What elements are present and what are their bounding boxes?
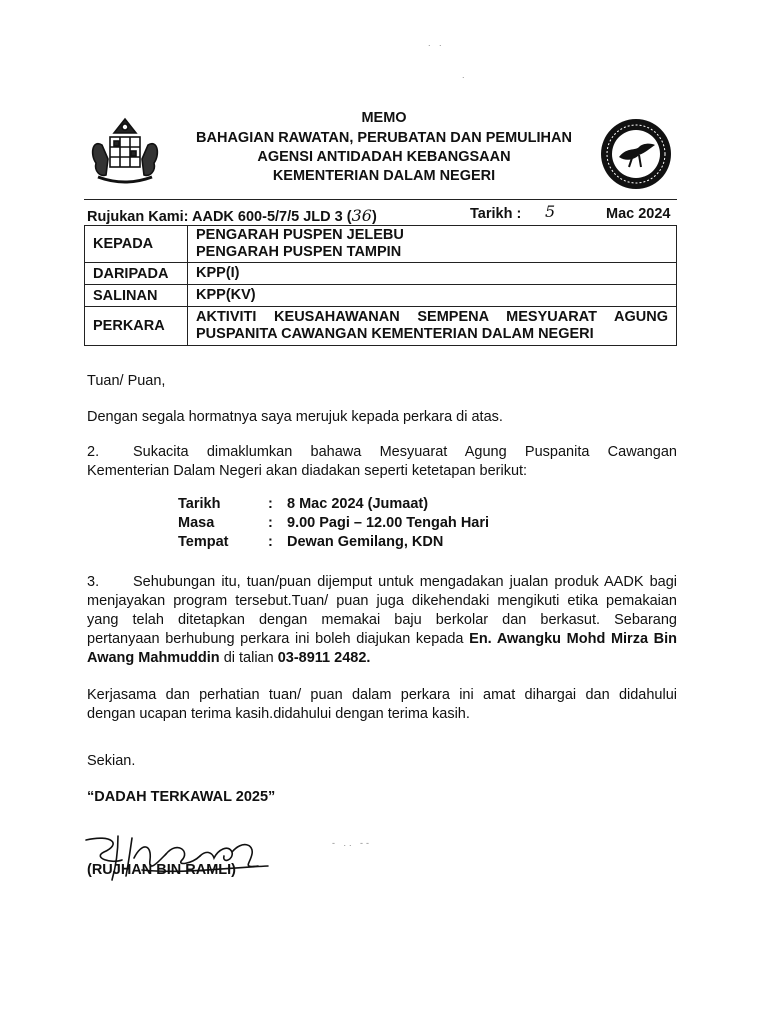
paragraph-1: Dengan segala hormatnya saya merujuk kepada perkara di atas. xyxy=(87,409,503,425)
contact-person: En. Awangku Mohd Mirza Bin xyxy=(469,631,678,647)
coat-of-arms-logo xyxy=(84,115,166,189)
division-name: BAHAGIAN RAWATAN, PERUBATAN DAN PEMULIHAN xyxy=(196,130,572,146)
memo-heading: MEMO xyxy=(361,110,407,126)
row-value-salinan: KPP(KV) xyxy=(188,285,677,307)
reference-close: ) xyxy=(371,209,377,225)
date-day: 5 xyxy=(545,202,556,221)
paragraph-4-line: Kerjasama dan perhatian tuan/ puan dalam perkara ini amat dihargai dan didahului xyxy=(87,687,677,703)
reference-code: AADK 600-5/7/5 JLD 3 ( xyxy=(192,209,352,225)
reference-number: 36 xyxy=(351,206,372,225)
table-row xyxy=(85,307,677,346)
scan-speck: - .. -- xyxy=(332,838,372,848)
contact-person-surname: Awang Mahmuddin xyxy=(87,650,220,666)
paragraph-2-number: 2. xyxy=(87,444,100,460)
date-label: Tarikh : xyxy=(470,206,522,222)
row-value-perkara xyxy=(188,307,677,346)
paragraph-3-line: menjayakan program tersebut.Tuan/ puan juga dikehendaki mengikuti etika pemakaian xyxy=(87,593,677,609)
row-value-daripada: KPP(I) xyxy=(188,263,677,285)
paragraph-3-line: pertanyaan berhubung perkara ini boleh diajukan kepada En. Awangku Mohd Mirza Bin xyxy=(87,631,678,647)
signatory-name: (RUJHAN BIN RAMLI) xyxy=(87,862,237,878)
paragraph-4 xyxy=(87,686,677,724)
reference-line xyxy=(87,206,377,225)
subject-line: PUSPANITA CAWANGAN KEMENTERIAN DALAM NEGERI xyxy=(196,326,594,342)
paragraph-2-line: 2. Sukacita dimaklumkan bahawa Mesyuarat Agung Puspanita Cawangan xyxy=(87,444,677,460)
header-rule xyxy=(84,199,677,200)
date-month-year: Mac 2024 xyxy=(606,206,671,222)
closing: Sekian. xyxy=(87,753,136,769)
schedule-label: Tarikh xyxy=(178,496,221,512)
ministry-name: KEMENTERIAN DALAM NEGERI xyxy=(272,168,496,184)
scan-speck: . . xyxy=(428,38,445,48)
contact-phone: 03-8911 2482. xyxy=(277,650,371,666)
memo-routing-table xyxy=(84,225,677,346)
paragraph-3-number: 3. xyxy=(87,574,100,590)
paragraph-3-line: 3. Sehubungan itu, tuan/puan dijemput untuk mengadakan jualan produk AADK bagi xyxy=(87,574,677,590)
aadk-seal-logo xyxy=(599,117,673,191)
recipient-line: PENGARAH PUSPEN JELEBU xyxy=(196,227,404,243)
row-value-kepada xyxy=(188,226,677,263)
scan-speck: . xyxy=(462,70,468,80)
table-row xyxy=(85,226,677,263)
schedule-separator: : xyxy=(268,515,273,531)
table-row xyxy=(85,285,677,307)
subject-line: AKTIVITI KEUSAHAWANAN SEMPENA MESYUARAT AGUNG xyxy=(196,309,668,325)
row-label-kepada: KEPADA xyxy=(85,226,188,263)
handwritten-signature xyxy=(82,830,272,888)
motto: “DADAH TERKAWAL 2025” xyxy=(87,789,276,805)
schedule-separator: : xyxy=(268,496,273,512)
salutation: Tuan/ Puan, xyxy=(87,373,166,389)
reference-label: Rujukan Kami: xyxy=(87,209,189,225)
recipient-line: PENGARAH PUSPEN TAMPIN xyxy=(196,244,402,260)
schedule-value: Dewan Gemilang, KDN xyxy=(287,534,444,550)
schedule-value: 8 Mac 2024 (Jumaat) xyxy=(287,496,429,512)
row-label-salinan: SALINAN xyxy=(85,285,188,307)
row-label-perkara: PERKARA xyxy=(85,307,188,346)
paragraph-2 xyxy=(87,443,677,481)
table-row xyxy=(85,263,677,285)
agency-name: AGENSI ANTIDADAH KEBANGSAAN xyxy=(257,149,511,165)
paragraph-3-line: yang telah ditetapkan dengan memakai baju berkolar dan berkasut. Sebarang xyxy=(87,612,677,628)
row-label-daripada: DARIPADA xyxy=(85,263,188,285)
schedule-label: Tempat xyxy=(178,534,229,550)
paragraph-3 xyxy=(87,573,677,668)
schedule-label: Masa xyxy=(178,515,215,531)
schedule-value: 9.00 Pagi – 12.00 Tengah Hari xyxy=(287,515,490,531)
paragraph-4-line: dengan ucapan terima kasih.didahului dengan terima kasih. xyxy=(87,706,470,722)
schedule-separator: : xyxy=(268,534,273,550)
paragraph-3-line: Awang Mahmuddin di talian 03-8911 2482. xyxy=(87,650,371,666)
paragraph-2-line: Kementerian Dalam Negeri akan diadakan seperti ketetapan berikut: xyxy=(87,463,528,479)
